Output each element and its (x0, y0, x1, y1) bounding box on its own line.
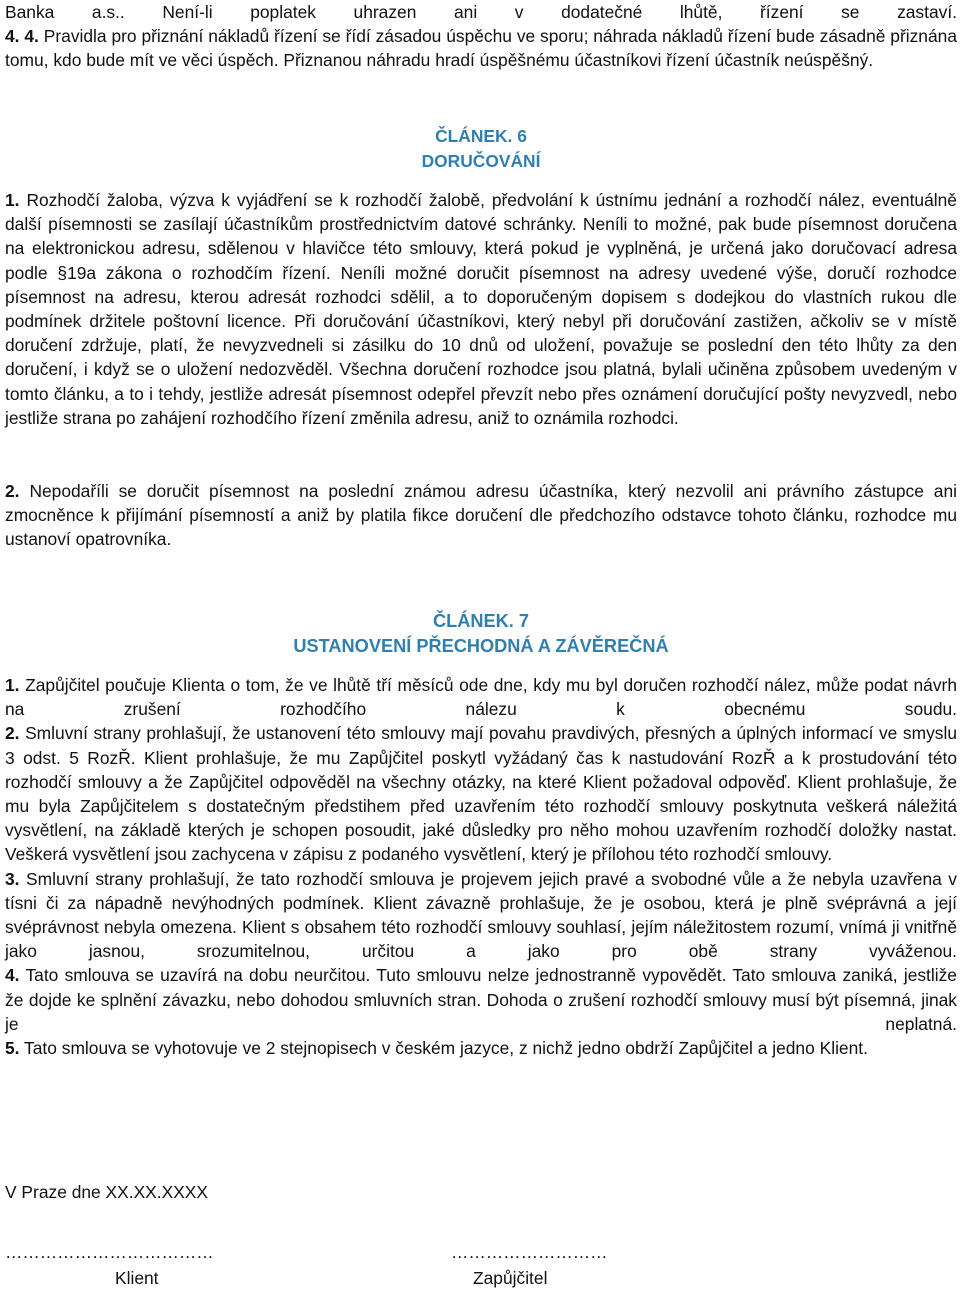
signature-labels-row (5, 1266, 705, 1290)
article-6-paragraph-2 (5, 479, 957, 552)
paragraph-text: Rozhodčí žaloba, výzva k vyjádření se k rozhodčí žalobě, předvolání k ústnímu jednání a rozhodčí nález, eventuálně další písemnosti se zasílají účastníkům prostřednictvím datové schránky. Neníli to možné, pak bude písemnost doručena na elektronickou adresu, sdělenou v hlavičce této smlouvy, která pokud je vyplněná, je určená jako doručovací adresa podle §19a zákona o rozhodčím řízení. Neníli možné doručit písemnost na adresy uvedené výše, doručí rozhodce písemnost na adresu, kterou adresát rozhodci sdělil, a to doporučeným dopisem s dodejkou do vlastních rukou dle podmínek držitele poštovní licence. Při doručování účastníkovi, který nebyl při doručování zastižen, ačkoliv se v místě doručení zdržuje, platí, že nevyzvedneli si zásilku do 10 dnů od uložení, považuje se poslední den této lhůty za den doručení, i když se o uložení nedozvěděl. Všechna doručení rozhodce jsou platná, bylali učiněna způsobem uvedeným v tomto článku, a to i tehdy, jestliže adresát písemnost odepřel převzít nebo přes oznámení doručující pošty nevyzvedl, nebo jestliže strana po zahájení rozhodčího řízení změnila adresu, aniž to oznámila rozhodci. (5, 190, 957, 428)
paragraph-number: 5. (5, 1038, 20, 1059)
paragraph-4-4 (5, 24, 957, 72)
signature-label-lender: Zapůjčitel (473, 1268, 548, 1288)
paragraph-number: 3. (5, 868, 20, 889)
paragraph-number: 2. (5, 481, 20, 501)
article-7-paragraph-2 (5, 721, 957, 866)
article-6-heading (5, 124, 957, 173)
paragraph-number: 4. 4. (5, 26, 39, 46)
paragraph-text: Zapůjčitel poučuje Klienta o tom, že ve lhůtě tří měsíců ode dne, kdy mu byl doručen rozhodčí nález, může podat návrh na zrušení rozhodčího nálezu k obecnému soudu. (5, 675, 957, 720)
signature-label-client: Klient (115, 1268, 159, 1288)
paragraph-number: 1. (5, 190, 20, 210)
paragraph-text: Smluvní strany prohlašují, že tato rozhodčí smlouva je projevem jejich pravé a svobodné vůle a že nebyla uzavřena v tísni či za nápadně nevýhodných podmínek. Klient závazně prohlašuje, že je osobou, která je plně svéprávná a její svéprávnost nebyla omezena. Klient s obsahem této rozhodčí smlouvy souhlasí, jejím náležitostem rozumí, vnímá ji vnitřně jako jasnou, srozumitelnou, určitou a jako pro obě strany vyváženou. (5, 868, 957, 962)
article-7-heading (5, 609, 957, 659)
article-6-subtitle: DORUČOVÁNÍ (421, 150, 541, 171)
signature-line-client: ……………………………… (5, 1242, 214, 1262)
article-6-title: ČLÁNEK. 6 (435, 126, 527, 146)
article-7-paragraph-1 (5, 673, 957, 721)
article-7-paragraph-5 (5, 1036, 957, 1060)
signature-dots-row (5, 1240, 705, 1264)
article-7-title: ČLÁNEK. 7 (433, 611, 529, 631)
article-6-paragraph-1 (5, 188, 957, 430)
paragraph-number: 1. (5, 675, 20, 695)
top-line-1: Banka a.s.. Není-li poplatek uhrazen ani v dodatečné lhůtě, řízení se zastaví. (5, 2, 957, 22)
article-7-subtitle: USTANOVENÍ PŘECHODNÁ A ZÁVĚREČNÁ (293, 636, 669, 656)
paragraph-text: Tato smlouva se vyhotovuje ve 2 stejnopisech v českém jazyce, z nichž jedno obdrží Zapůjčitel a jedno Klient. (24, 1038, 868, 1059)
paragraph-text: Pravidla pro přiznání nákladů řízení se řídí zásadou úspěchu ve sporu; náhrada nákladů řízení bude zásadně přiznána tomu, kdo bude mít ve věci úspěch. Přiznanou náhradu hradí úspěšnému účastníkovi řízení účastník neúspěšný. (5, 26, 957, 71)
signature-line-lender: ……………………… (451, 1242, 608, 1262)
article-7-paragraph-4 (5, 963, 957, 1036)
article-7-paragraph-3 (5, 867, 957, 964)
paragraph-text: Tato smlouva se uzavírá na dobu neurčitou. Tuto smlouvu nelze jednostranně vypovědět. Tato smlouva zaniká, jestliže že dojde ke splnění závazku, nebo dohodou smluvních stran. Dohoda o zrušení rozhodčí smlouvy musí být písemná, jinak je neplatná. (5, 965, 957, 1034)
paragraph-number: 4. (5, 965, 20, 986)
paragraph-text: Smluvní strany prohlašují, že ustanovení této smlouvy mají povahu pravdivých, přesných a úplných informací ve smyslu 3 odst. 5 RozŘ. Klient prohlašuje, že mu Zapůjčitel poskytl vyžádaný čas k nastudování RozŘ a k prostudování této rozhodčí smlouvy a že Zapůjčitel odpověděl na všechny otázky, na které Klient požadoval odpověď. Klient prohlašuje, že mu byla Zapůjčitelem s dostatečným předstihem před uzavřením této rozhodčí smlouvy poskytnuta veškerá náležitá vysvětlení, na základě kterých je schopen posoudit, jaké důsledky pro něho mohou uzavřením rozhodčí doložky nastat. Veškerá vysvětlení jsou zachycena v zápisu z podaného vysvětlení, který je přílohou této rozhodčí smlouvy. (5, 723, 957, 865)
top-continuation-line (5, 0, 957, 24)
paragraph-number: 2. (5, 723, 20, 744)
place-and-date: V Praze dne XX.XX.XXXX (5, 1182, 208, 1202)
article-7-body (5, 673, 957, 1060)
paragraph-text: Nepodaříli se doručit písemnost na poslední známou adresu účastníka, který nezvolil ani právního zástupce ani zmocněnce k přijímání písemností a aniž by platila fikce doručení dle předchozího odstavce tohoto článku, rozhodce mu ustanoví opatrovníka. (5, 481, 957, 550)
